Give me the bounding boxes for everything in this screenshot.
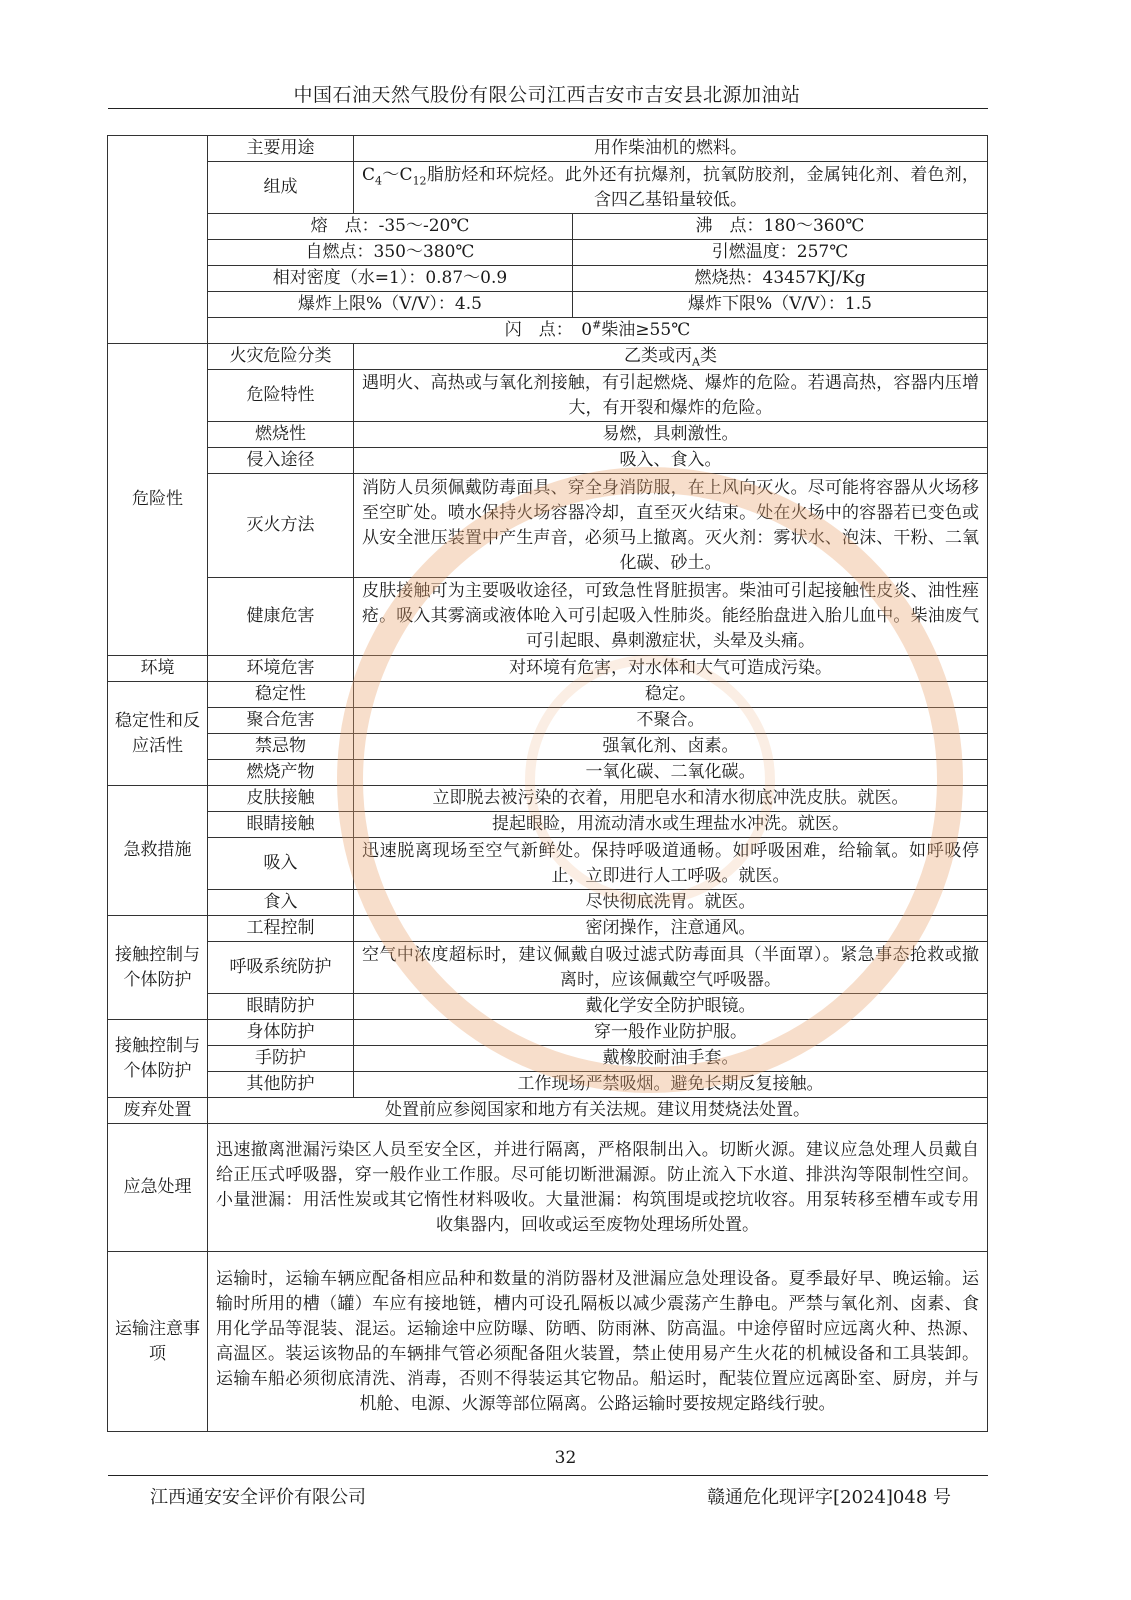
protection-category: 接触控制与个体防护 (108, 916, 208, 1020)
table-row (108, 1098, 988, 1124)
property-cell: 相对密度（水=1）：0.87～0.9 (208, 266, 573, 292)
formula-c: ～C (382, 164, 413, 185)
row-label: 身体防护 (208, 1020, 354, 1046)
row-value: 处置前应参阅国家和地方有关法规。建议用焚烧法处置。 (208, 1098, 988, 1124)
page-number: 32 (554, 1448, 577, 1468)
table-row (108, 760, 988, 786)
row-label: 危险特性 (208, 370, 354, 422)
page-header: 中国石油天然气股份有限公司江西吉安市吉安县北源加油站 (293, 84, 801, 106)
row-value: 立即脱去被污染的衣着，用肥皂水和清水彻底冲洗皮肤。就医。 (354, 786, 988, 812)
row-value: 一氧化碳、二氧化碳。 (354, 760, 988, 786)
fire-class-text: 类 (699, 346, 717, 366)
row-label: 环境危害 (208, 656, 354, 682)
property-cell: 爆炸下限%（V/V）：1.5 (573, 292, 988, 318)
property-cell: 燃烧热：43457KJ/Kg (573, 266, 988, 292)
table-row (108, 838, 988, 890)
transport-category: 运输注意事项 (108, 1252, 208, 1432)
msds-table (107, 135, 988, 1432)
row-value: 吸入、食入。 (354, 448, 988, 474)
properties-category (108, 136, 208, 344)
table-row (108, 448, 988, 474)
row-value: 运输时，运输车辆应配备相应品种和数量的消防器材及泄漏应急处理设备。夏季最好早、晚运输。运输时所用的槽（罐）车应有接地链，槽内可设孔隔板以减少震荡产生静电。严禁与氧化剂、卤素、食用化学品等混装、混运。运输途中应防曝、防晒、防雨淋、防高温。中途停留时应远离火种、热源、高温区。装运该物品的车辆排气管必须配备阻火装置，禁止使用易产生火花的机械设备和工具装卸。运输车船必须彻底清洗、消毒，否则不得装运其它物品。船运时，配装位置应远离卧室、厨房，并与机舱、电源、火源等部位隔离。公路运输时要按规定路线行驶。 (208, 1252, 988, 1432)
row-value: 不聚合。 (354, 708, 988, 734)
table-row (108, 656, 988, 682)
row-label: 稳定性 (208, 682, 354, 708)
table-row (108, 786, 988, 812)
emergency-category: 应急处理 (108, 1124, 208, 1252)
table-row (108, 1124, 988, 1252)
table-row (108, 422, 988, 448)
firstaid-category: 急救措施 (108, 786, 208, 916)
row-value: 皮肤接触可为主要吸收途径，可致急性肾脏损害。柴油可引起接触性皮炎、油性痤疮。吸入其雾滴或液体呛入可引起吸入性肺炎。能经胎盘进入胎儿血中。柴油废气可引起眼、鼻刺激症状，头晕及头痛。 (354, 578, 988, 656)
table-row (108, 812, 988, 838)
table-row (108, 1252, 988, 1432)
table-row (108, 474, 988, 578)
row-value: 戴化学安全防护眼镜。 (354, 994, 988, 1020)
row-label: 燃烧性 (208, 422, 354, 448)
table-row (108, 318, 988, 344)
row-label: 燃烧产物 (208, 760, 354, 786)
table-row (108, 370, 988, 422)
row-value: 迅速撤离泄漏污染区人员至安全区，并进行隔离，严格限制出入。切断火源。建议应急处理人员戴自给正压式呼吸器，穿一般作业工作服。尽可能切断泄漏源。防止流入下水道、排洪沟等限制性空间。小量泄漏：用活性炭或其它惰性材料吸收。大量泄漏：构筑围堤或挖坑收容。用泵转移至槽车或专用收集器内，回收或运至废物处理场所处置。 (208, 1124, 988, 1252)
row-label: 食入 (208, 890, 354, 916)
row-label: 工程控制 (208, 916, 354, 942)
property-cell: 自燃点：350～380℃ (208, 240, 573, 266)
table-row (108, 1072, 988, 1098)
table-row (108, 708, 988, 734)
table-row (108, 578, 988, 656)
table-row (108, 734, 988, 760)
row-label: 皮肤接触 (208, 786, 354, 812)
row-value: 消防人员须佩戴防毒面具、穿全身消防服，在上风向灭火。尽可能将容器从火场移至空旷处。喷水保持火场容器冷却，直至灭火结束。处在火场中的容器若已变色或从安全泄压装置中产生声音，必须马上撤离。灭火剂：雾状水、泡沫、干粉、二氧化碳、砂土。 (354, 474, 988, 578)
property-cell: 熔 点：-35～-20℃ (208, 214, 573, 240)
table-row (108, 942, 988, 994)
fire-class-subscript: A (692, 355, 700, 369)
table-row (108, 1020, 988, 1046)
table-row (108, 916, 988, 942)
footer-company: 江西通安安全评价有限公司 (150, 1487, 366, 1508)
row-value: 用作柴油机的燃料。 (354, 136, 988, 162)
property-cell: 沸 点：180～360℃ (573, 214, 988, 240)
table-row (108, 344, 988, 370)
row-label: 禁忌物 (208, 734, 354, 760)
table-row (108, 682, 988, 708)
formula-c: C (362, 164, 376, 185)
footer-rule (108, 1475, 988, 1476)
row-value: 戴橡胶耐油手套。 (354, 1046, 988, 1072)
table-row (108, 266, 988, 292)
row-value (354, 344, 988, 370)
row-value: 对环境有危害，对水体和大气可造成污染。 (354, 656, 988, 682)
row-label: 其他防护 (208, 1072, 354, 1098)
row-value: 尽快彻底洗胃。就医。 (354, 890, 988, 916)
table-row (108, 240, 988, 266)
row-label: 组成 (208, 162, 354, 214)
disposal-category: 废弃处置 (108, 1098, 208, 1124)
flash-point-superscript: # (592, 318, 602, 332)
property-cell: 引燃温度：257℃ (573, 240, 988, 266)
row-label: 眼睛防护 (208, 994, 354, 1020)
property-cell (208, 318, 988, 344)
row-label: 健康危害 (208, 578, 354, 656)
row-value: 密闭操作，注意通风。 (354, 916, 988, 942)
table-row (108, 162, 988, 214)
row-value: 稳定。 (354, 682, 988, 708)
table-row (108, 1046, 988, 1072)
hazard-category: 危险性 (108, 344, 208, 656)
row-value (354, 162, 988, 214)
row-value: 穿一般作业防护服。 (354, 1020, 988, 1046)
formula-subscript: 4 (375, 173, 383, 187)
environment-category: 环境 (108, 656, 208, 682)
table-row (108, 136, 988, 162)
row-label: 手防护 (208, 1046, 354, 1072)
row-label: 吸入 (208, 838, 354, 890)
fire-class-text: 乙类或丙 (624, 346, 693, 366)
formula-subscript: 12 (412, 173, 427, 187)
row-label: 眼睛接触 (208, 812, 354, 838)
row-value: 遇明火、高热或与氧化剂接触，有引起燃烧、爆炸的危险。若遇高热，容器内压增大，有开裂和爆炸的危险。 (354, 370, 988, 422)
table-row (108, 292, 988, 318)
protection-category: 接触控制与个体防护 (108, 1020, 208, 1098)
footer-doc-number: 赣通危化现评字[2024]048 号 (707, 1487, 951, 1508)
table-row (108, 890, 988, 916)
table-row (108, 994, 988, 1020)
stability-category: 稳定性和反应活性 (108, 682, 208, 786)
row-value: 提起眼睑，用流动清水或生理盐水冲洗。就医。 (354, 812, 988, 838)
row-value: 强氧化剂、卤素。 (354, 734, 988, 760)
header-rule (108, 108, 988, 109)
property-cell: 爆炸上限%（V/V）：4.5 (208, 292, 573, 318)
row-value: 迅速脱离现场至空气新鲜处。保持呼吸道通畅。如呼吸困难，给输氧。如呼吸停止，立即进行人工呼吸。就医。 (354, 838, 988, 890)
row-label: 灭火方法 (208, 474, 354, 578)
row-value: 工作现场严禁吸烟。避免长期反复接触。 (354, 1072, 988, 1098)
row-label: 呼吸系统防护 (208, 942, 354, 994)
row-label: 聚合危害 (208, 708, 354, 734)
row-value: 空气中浓度超标时，建议佩戴自吸过滤式防毒面具（半面罩）。紧急事态抢救或撤离时，应该佩戴空气呼吸器。 (354, 942, 988, 994)
row-value: 易燃，具刺激性。 (354, 422, 988, 448)
row-label: 主要用途 (208, 136, 354, 162)
row-label: 火灾危险分类 (208, 344, 354, 370)
composition-text: 脂肪烃和环烷烃。此外还有抗爆剂，抗氧防胶剂，金属钝化剂、着色剂，含四乙基铅量较低。 (426, 164, 980, 210)
flash-point-text: 柴油≥55℃ (601, 320, 691, 340)
table-row (108, 214, 988, 240)
row-label: 侵入途径 (208, 448, 354, 474)
flash-point-text: 闪 点： 0 (504, 320, 593, 340)
